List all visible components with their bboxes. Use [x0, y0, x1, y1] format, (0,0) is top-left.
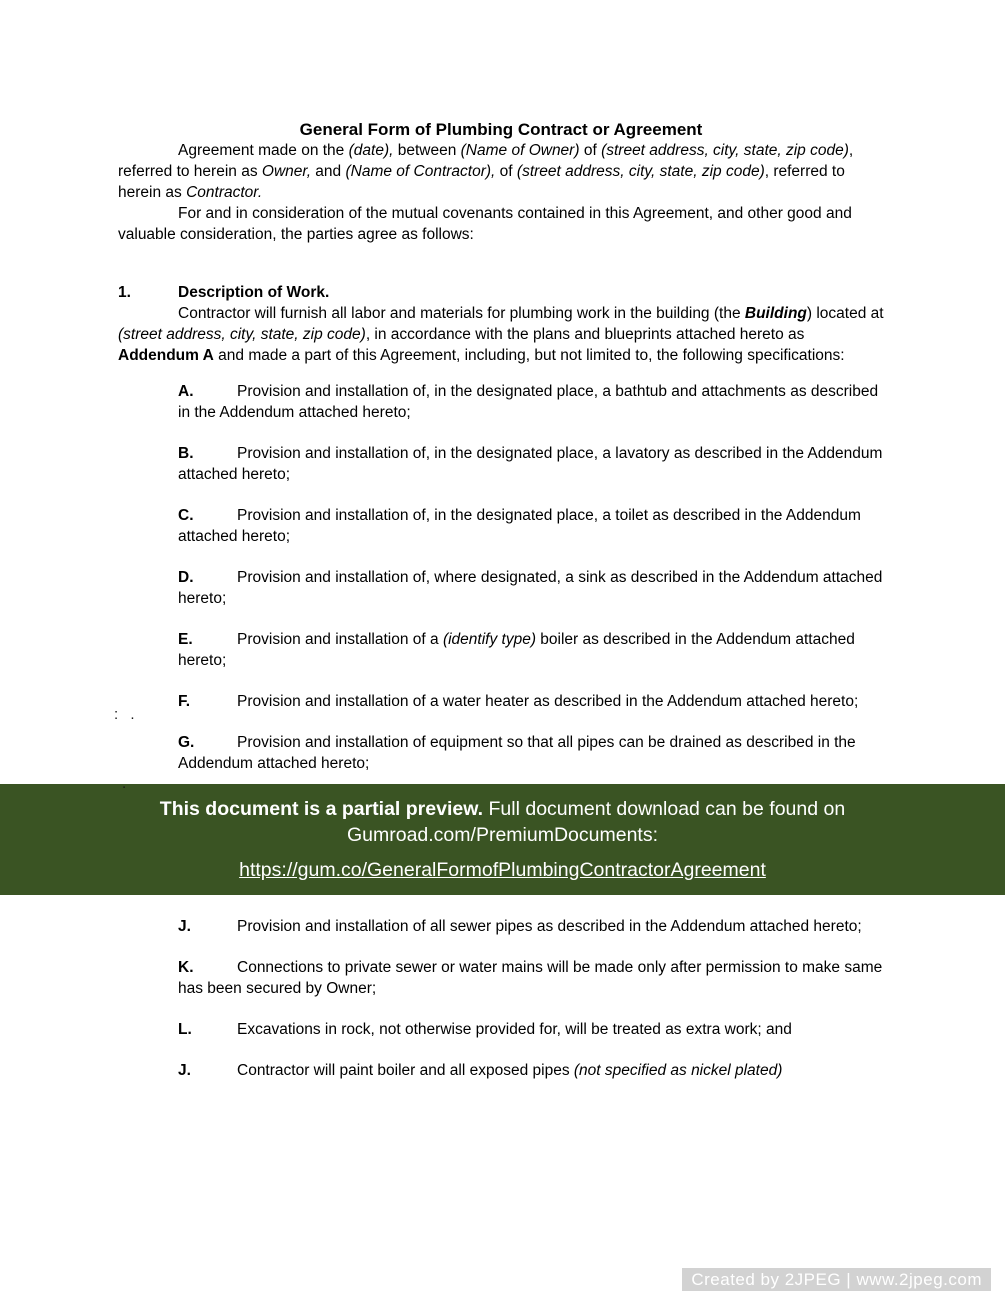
spec-item-l	[118, 1019, 884, 1040]
scan-artifact-mark: : .	[114, 706, 139, 723]
intro-paragraph: Agreement made on the (date), between (Name of Owner) of (street address, city, state, zip code), referred to herein as Owner, and (Name of Contractor), of (street address, city, state, zip code), referred to herein as Contractor.	[118, 142, 854, 201]
preview-banner	[0, 784, 1005, 895]
document-body-bottom	[118, 916, 884, 1081]
item-letter: E.	[178, 631, 193, 648]
spec-item-j2	[118, 1060, 884, 1081]
item-text: Connections to private sewer or water mains will be made only after permission to make same has been secured by Owner;	[178, 959, 883, 997]
item-letter: J.	[178, 1062, 191, 1079]
item-letter: C.	[178, 507, 194, 524]
spec-item-b	[118, 443, 884, 485]
consideration-paragraph: For and in consideration of the mutual covenants contained in this Agreement, and other good and valuable consideration, the parties agree as follows:	[118, 205, 852, 243]
section-heading: Description of Work.	[178, 284, 330, 301]
item-text: Provision and installation of all sewer pipes as described in the Addendum attached hereto;	[237, 918, 862, 935]
watermark-badge: Created by 2JPEG | www.2jpeg.com	[682, 1268, 991, 1291]
item-letter: F.	[178, 693, 191, 710]
document-body-top	[118, 0, 884, 774]
item-text: Provision and installation of, in the designated place, a toilet as described in the Addendum attached hereto;	[178, 507, 861, 545]
spec-item-e	[118, 629, 884, 671]
spec-item-k	[118, 957, 884, 999]
item-letter: A.	[178, 383, 194, 400]
item-text: Provision and installation of a water heater as described in the Addendum attached hereto;	[237, 693, 859, 710]
item-text: Contractor will paint boiler and all exposed pipes (not specified as nickel plated)	[237, 1062, 783, 1079]
page-title: General Form of Plumbing Contract or Agreement	[299, 120, 703, 139]
spec-item-a	[118, 381, 884, 423]
item-letter: L.	[178, 1021, 192, 1038]
spec-item-g	[118, 732, 884, 774]
scan-artifact-mark: .	[122, 775, 127, 792]
item-text: Provision and installation of, in the designated place, a bathtub and attachments as described in the Addendum attached hereto;	[178, 383, 879, 421]
item-text: Provision and installation of a (identify type) boiler as described in the Addendum attached hereto;	[178, 631, 855, 669]
item-text: Provision and installation of equipment so that all pipes can be drained as described in the Addendum attached hereto;	[178, 734, 856, 772]
section-number: 1.	[118, 284, 131, 301]
spec-item-f	[118, 691, 884, 712]
item-text: Provision and installation of, where designated, a sink as described in the Addendum attached hereto;	[178, 569, 883, 607]
banner-download-link[interactable]: https://gum.co/GeneralFormofPlumbingContractorAgreement	[239, 859, 766, 881]
item-letter: K.	[178, 959, 194, 976]
item-text: Excavations in rock, not otherwise provided for, will be treated as extra work; and	[237, 1021, 792, 1038]
spec-item-d	[118, 567, 884, 609]
banner-message-regular: Full document download can be found on Gumroad.com/PremiumDocuments:	[346, 798, 846, 846]
spec-item-c	[118, 505, 884, 547]
item-letter: D.	[178, 569, 194, 586]
spec-item-j	[118, 916, 884, 937]
item-text: Provision and installation of, in the designated place, a lavatory as described in the Addendum attached hereto;	[178, 445, 883, 483]
banner-message	[0, 796, 1005, 848]
item-letter: B.	[178, 445, 194, 462]
banner-message-bold: This document is a partial preview.	[159, 798, 484, 820]
item-letter: G.	[178, 734, 195, 751]
section-1-heading-row	[118, 282, 884, 303]
section-1-body: Contractor will furnish all labor and materials for plumbing work in the building (the Building) located at (street address, city, state, zip code), in accordance with the plans and blueprints attached hereto as Addendum A and made a part of this Agreement, including, but not limited to, the following specifications:	[118, 305, 884, 364]
item-letter: J.	[178, 918, 191, 935]
